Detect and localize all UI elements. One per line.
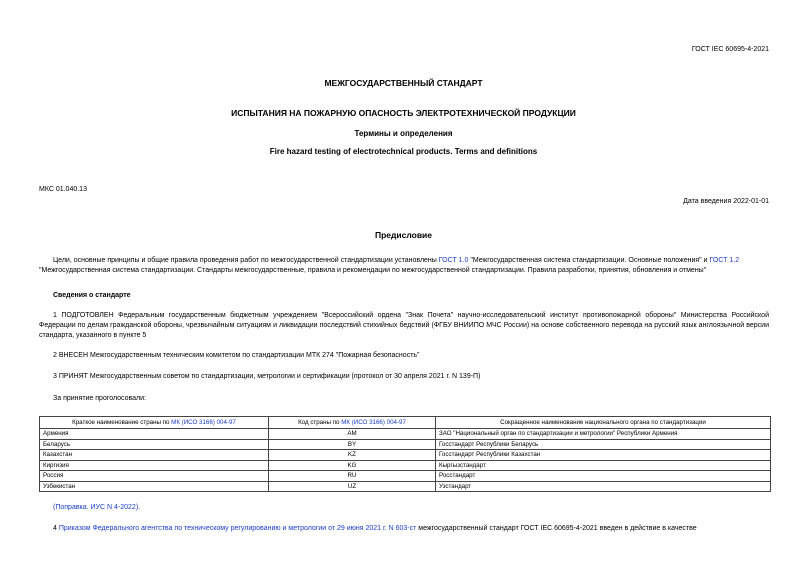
header-country: Краткое наименование страны по МК (ИСО 3166) 004-97 [40,417,269,429]
gost-1-0-link[interactable]: ГОСТ 1.0 [438,257,469,264]
code-cell: BY [269,439,436,450]
title-en: Fire hazard testing of electrotechnical products. Terms and definitions [269,147,538,156]
body-cell: Госстандарт Республики Беларусь [436,439,771,450]
countries-table [39,416,771,492]
body-cell: Росстандарт [436,471,771,482]
code-cell: KZ [269,450,436,461]
code-cell: AM [269,429,436,440]
item-4-number: 4 [53,525,59,532]
code-cell: KG [269,460,436,471]
header-body: Сокращенное наименование национального органа по стандартизации [436,417,771,429]
p1-text-c: "Межгосударственная система стандартизации. Стандарты межгосударственные, правила и рекомендации по межгосударственной стандартизации. Правила разработки, принятия, обновления и отмены" [39,267,707,274]
code-cell: RU [269,471,436,482]
table-header-row [40,417,771,429]
voted-label: За принятие проголосовали: [53,395,146,402]
document-code: ГОСТ IEC 60695-4-2021 [691,46,769,53]
country-cell: Киргизия [40,460,269,471]
table-row [40,481,771,492]
p1-text-b: "Межгосударственная система стандартизации. Основные положения" и [468,257,710,264]
foreword-heading: Предисловие [374,230,433,240]
item-4-text: межгосударственный стандарт ГОСТ IEC 60695-4-2021 введен в действие в качестве [416,525,697,532]
country-cell: Казахстан [40,450,269,461]
body-cell: ЗАО "Национальный орган по стандартизации и метрологии" Республики Армения [436,429,771,440]
body-cell: Кыргызстандарт [436,460,771,471]
item-3: 3 ПРИНЯТ Межгосударственным советом по стандартизации, метрологии и сертификации (протокол от 30 апреля 2021 г. N 139-П) [53,373,481,380]
table-row [40,429,771,440]
p1-text-a: Цели, основные принципы и общие правила проведения работ по межгосударственной стандартизации установлены [53,257,439,264]
mk-iso-link[interactable]: МК (ИСО 3166) 004-97 [341,418,406,426]
introduction-date: Дата введения 2022-01-01 [683,198,769,205]
country-cell: Россия [40,471,269,482]
subtitle-ru: Термины и определения [354,129,453,138]
order-link[interactable]: Приказом Федерального агентства по техническому регулированию и метрологии от 29 июня 2021 г. N 603-ст [58,525,417,532]
table-row [40,450,771,461]
title-ru: ИСПЫТАНИЯ НА ПОЖАРНУЮ ОПАСНОСТЬ ЭЛЕКТРОТЕХНИЧЕСКОЙ ПРОДУКЦИИ [231,108,576,118]
item-4 [39,524,769,534]
standard-info-heading: Сведения о стандарте [53,292,131,299]
country-cell: Узбекистан [40,481,269,492]
body-cell: Узстандарт [436,481,771,492]
table-row [40,471,771,482]
item-2: 2 ВНЕСЕН Межгосударственным техническим комитетом по стандартизации МТК 274 "Пожарная безопасность" [53,352,420,359]
foreword-paragraph [39,256,769,276]
country-cell: Беларусь [40,439,269,450]
mks-code: МКС 01.040.13 [39,186,87,193]
mk-iso-link[interactable]: МК (ИСО 3166) 004-97 [171,418,236,426]
table-row [40,439,771,450]
standard-type: МЕЖГОСУДАРСТВЕННЫЙ СТАНДАРТ [324,78,483,88]
country-cell: Армения [40,429,269,440]
header-code: Код страны по МК (ИСО 3166) 004-97 [269,417,436,429]
table-row [40,460,771,471]
item-1: 1 ПОДГОТОВЛЕН Федеральным государственным бюджетным учреждением "Всероссийский ордена "Знак Почета" научно-исследовательский институт противопожарной обороны" Министерства Российской Федерации по делам гражданской обороны, чрезвычайным ситуациям и ликвидации последствий стихийных бедствий (ФГБУ ВНИИПО МЧС России) на основе собственного перевода на русский язык англоязычной версии стандарта, указанного в пункте 5 [39,312,769,339]
body-cell: Госстандарт Республики Казахстан [436,450,771,461]
amendment-link[interactable]: (Поправка. ИУС N 4-2022). [53,504,141,511]
code-cell: UZ [269,481,436,492]
gost-1-2-link[interactable]: ГОСТ 1.2 [709,257,740,264]
